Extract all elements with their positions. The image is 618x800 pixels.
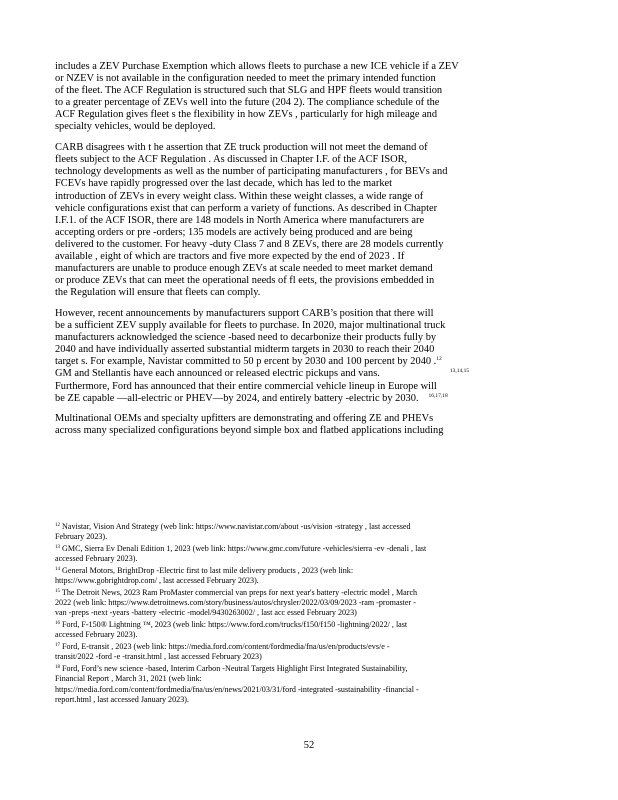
- footnote-14: $^{14}$ General Motors, BrightDrop -Electric first to last mile delivery products , 2023 (web link: https://www.gobrightdrop.com/ , last accessed February 2023).: [55, 566, 354, 586]
- paragraph-manufacturer-announcements: However, recent announcements by manufacturers support CARB’s position that there will be a sufficient ZEV supply available for fleets to purchase. In 2020, major multinational truck manufacturers acknowledged the science -based need to decarbonize their products fully by 2040 and have individually asserted substantial midterm targets in 2030 to reach their 2040 target s. For example, Navistar committed to 50 p ercent by 2030 and 100 percent by 2040 .$^{12}$ GM and Stellantis have each announced or released electric pickups and vans. $^{13,14,15}$ Furthermore, Ford has announced that their entire commercial vehicle lineup in Europe will be ZE capable —all-electric or PHEV—by 2024, and entirely battery -electric by 2030. $^{16,17,18}$: [55, 307, 470, 404]
- footnote-12: $^{12}$ Navistar, Vision And Strategy (web link: https://www.navistar.com/about -us/vision -strategy , last accessed February 2023).: [55, 522, 411, 542]
- footnote-17: $^{17}$ Ford, E-transit , 2023 (web link: https://media.ford.com/content/fordmedia/fna/us/en/products/evs/e - transit/2022 -ford -e -transit.html , last accessed February 2023): [55, 642, 390, 662]
- footnote-13: $^{13}$ GMC, Sierra Ev Denali Edition 1, 2023 (web link: https://www.gmc.com/future -vehicles/sierra -ev -denali , last accessed February 2023).: [55, 544, 427, 564]
- page-number: 52: [303, 740, 315, 751]
- paragraph-multinational-oems: Multinational OEMs and specialty upfitters are demonstrating and offering ZE and PHEVs across many specialized configurations beyond simple box and flatbed applications including: [55, 413, 444, 437]
- footnotes: [55, 522, 560, 707]
- footnote-ref-16-18[interactable]: 16,17,18: [428, 392, 448, 399]
- body-text: [55, 61, 560, 446]
- footnote-18: $^{18}$ Ford, Ford’s new science -based, Interim Carbon -Neutral Targets Highlight First Integrated Sustainability, Financial Report , March 31, 2021 (web link: https://media.ford.com/content/fordmedia/fna/us/en/news/2021/03/31/ford -integrated -sustainability -financial - report.html , last accessed January 2023).: [55, 664, 419, 704]
- paragraph-zev-purchase-exemption: includes a ZEV Purchase Exemption which allows fleets to purchase a new ICE vehicle if a ZEV or NZEV is not available in the configuration needed to meet the primary intended function of the fleet. The ACF Regulation is structured such that SLG and HPF fleets would transition to a greater percentage of ZEVs well into the future (204 2). The compliance schedule of the ACF Regulation gives fleet s the flexibility in how ZEVs , particularly for high mileage and specialty vehicles, would be deployed.: [55, 61, 459, 133]
- paragraph-carb-disagrees: CARB disagrees with t he assertion that ZE truck production will not meet the demand of fleets subject to the ACF Regulation . As discussed in Chapter I.F. of the ACF ISOR, technology developments as well as the number of participating manufacturers , for BEVs and FCEVs have rapidly progressed over the last decade, which has led to the market introduction of ZEVs in every weight class. Within these weight classes, a wide range of vehicle configurations exist that can perform a variety of functions. As described in Chapter I.F.1. of the ACF ISOR, there are 148 models in North America where manufacturers are accepting orders or pre -orders; 135 models are actively being produced and are being delivered to the customer. For heavy -duty Class 7 and 8 ZEVs, there are 28 models currently available , eight of which are tractors and five more expected by the end of 2023 . If manufacturers are unable to produce enough ZEVs at scale needed to meet market demand or produce ZEVs that can meet the operational needs of fl eets, the provisions embedded in the Regulation will ensure that fleets can comply.: [55, 142, 448, 299]
- footnote-ref-13-15[interactable]: 13,14,15: [449, 368, 470, 375]
- footnote-ref-12[interactable]: 12: [436, 356, 442, 363]
- footnote-15: $^{15}$ The Detroit News, 2023 Ram ProMaster commercial van preps for next year's battery -electric model , March 2022 (web link: https://www.detroitnews.com/story/business/autos/chrysler/2022/03/09/2023 -ram -promaster - van -preps -next -years -battery -electric -model/9430263002/ , last acc essed February 2023): [55, 588, 418, 618]
- footnote-16: $^{16}$ Ford, F-150® Lightning ™, 2023 (web link: https://www.ford.com/trucks/f150/f150 -lightning/2022/ , last accessed February 2023).: [55, 620, 408, 640]
